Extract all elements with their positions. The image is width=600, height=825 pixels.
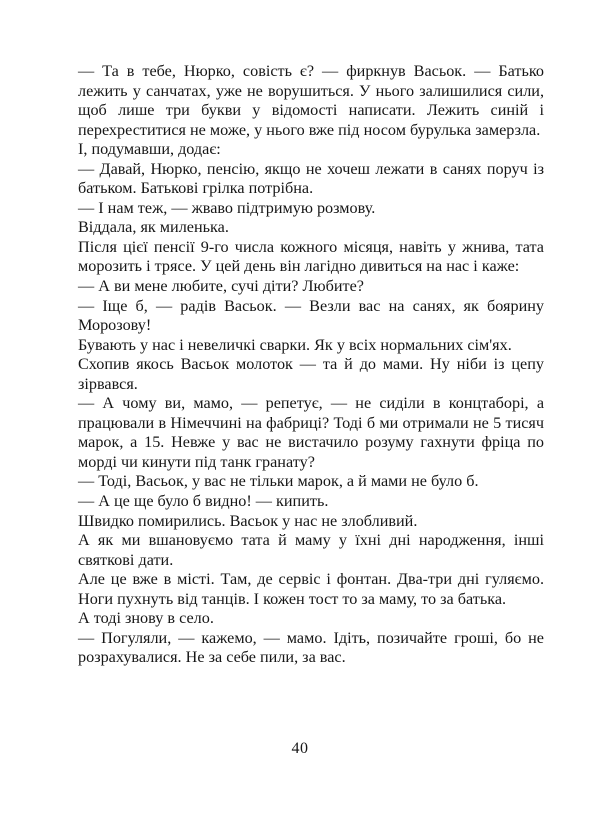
- paragraph-13: — А це ще було б видно! — кипить.: [78, 492, 329, 511]
- paragraph-16: Але це вже в місті. Там, де сервіс і фонтан. Два-три дні гуляємо. Ноги пухнуть від танців. І кожен тост то за маму, то за батька.: [78, 570, 544, 608]
- paragraph-10: Схопив якось Васьок молоток — та й до мами. Ну ніби із цепу зірвався.: [78, 355, 544, 393]
- paragraph-17: А тоді знову в село.: [78, 609, 214, 628]
- paragraph-11: — А чому ви, мамо, — репетує, — не сиділи в концтаборі, а працювали в Німеччині на фабриці? Тоді б ми отримали не 5 тисяч марок, а 15. Невже у вас не вистачило розуму гахнути фріца по морді чи кинути під танк гранату?: [78, 394, 544, 471]
- paragraph-9: Бувають у нас і невеличкі сварки. Як у всіх нормальних сім'ях.: [78, 335, 512, 354]
- book-page-text: [78, 62, 544, 668]
- paragraph-1: — Та в тебе, Нюрко, совість є? — фиркнув Васьок. — Батько лежить у санчатах, уже не ворушиться. У нього залишилися сили, щоб лише три букви у відомості написати. Лежить синій і перехреститися не може, у нього вже під носом бурулька замерзла.: [78, 62, 544, 139]
- paragraph-8: — Іще б, — радів Васьок. — Везли вас на санях, як боярину Морозову!: [78, 296, 544, 335]
- page-number: 40: [291, 740, 309, 757]
- paragraph-7: — А ви мене любите, сучі діти? Любите?: [78, 277, 364, 296]
- paragraph-12: — Тоді, Васьок, у вас не тільки марок, а й мами не було б.: [78, 472, 479, 491]
- paragraph-4: — І нам теж, — жваво підтримую розмову.: [78, 198, 376, 217]
- paragraph-18: — Погуляли, — кажемо, — мамо. Ідіть, позичайте гроші, бо не розрахувалися. Не за себе пили, за вас.: [78, 628, 544, 667]
- paragraph-3: — Давай, Нюрко, пенсію, якщо не хочеш лежати в санях поруч із батьком. Батькові грілка потрібна.: [78, 159, 544, 198]
- paragraph-15: А як ми вшановуємо тата й маму у їхні дні народження, інші святкові дати.: [78, 531, 544, 569]
- paragraph-6: Після цієї пенсії 9-го числа кожного місяця, навіть у жнива, тата морозить і трясе. У цей день він лагідно дивиться на нас і каже:: [78, 237, 544, 276]
- paragraph-5: Віддала, як миленька.: [78, 218, 229, 237]
- paragraph-2: І, подумавши, додає:: [78, 140, 221, 159]
- paragraph-14: Швидко помирились. Васьок у нас не злобливий.: [78, 511, 418, 530]
